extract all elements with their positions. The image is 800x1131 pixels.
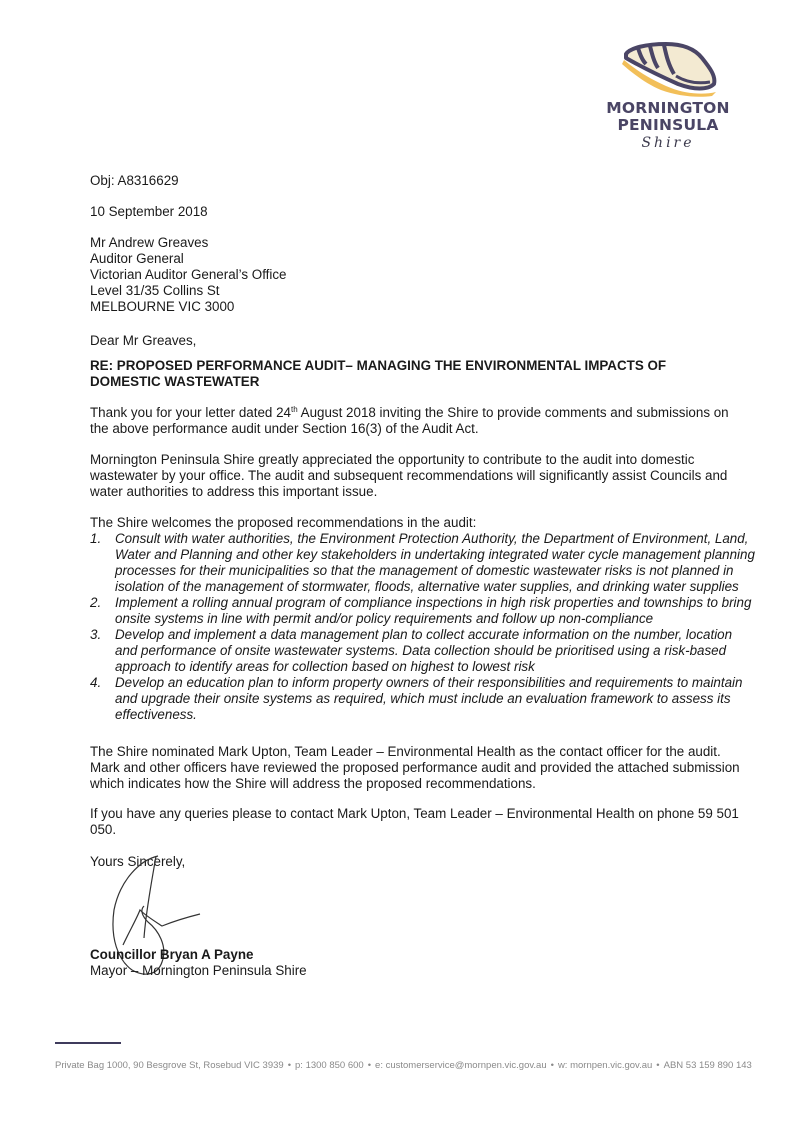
paragraph-queries: If you have any queries please to contact Mark Upton, Team Leader – Environmental Health on phone 59 501 050. <box>90 806 739 837</box>
shell-logo-icon <box>616 40 726 98</box>
paragraph-contact-officer: The Shire nominated Mark Upton, Team Leader – Environmental Health as the contact officer for the audit. Mark and other officers have reviewed the proposed performance audit and provided the attached submission which indicates how the Shire will address the proposed recommendations. <box>90 744 740 791</box>
footer-contact <box>55 1060 755 1072</box>
footer-separator: • <box>656 1060 660 1071</box>
footer-separator: • <box>287 1060 292 1071</box>
subject-line: RE: PROPOSED PERFORMANCE AUDIT– MANAGING THE ENVIRONMENTAL IMPACTS OF DOMESTIC WASTEWATER <box>90 358 667 389</box>
para1-text-a: Thank you for your letter dated 24 <box>90 405 291 420</box>
paragraph-thank-you <box>90 405 730 437</box>
recipient-title: Auditor General <box>90 251 184 266</box>
recipient-name: Mr Andrew Greaves <box>90 235 209 250</box>
footer-separator: • <box>550 1060 554 1071</box>
salutation: Dear Mr Greaves, <box>90 333 197 348</box>
recommendation-item <box>90 595 755 627</box>
footer-web: w: mornpen.vic.gov.au <box>557 1060 653 1071</box>
council-logo <box>588 40 748 151</box>
object-reference: Obj: A8316629 <box>90 173 179 188</box>
recommendation-number: 3. <box>90 627 102 642</box>
logo-text-peninsula: PENINSULA <box>617 116 719 134</box>
para1-superscript: th <box>290 405 298 414</box>
recommendation-number: 4. <box>90 675 102 690</box>
recommendation-text: Implement a rolling annual program of compliance inspections in high risk properties and townships to bring onsite systems in line with permit and/or policy requirements and follow up non-compliance <box>115 595 752 626</box>
recipient-city: MELBOURNE VIC 3000 <box>90 299 235 314</box>
recommendation-item <box>90 675 755 723</box>
footer-separator: • <box>367 1060 372 1071</box>
recommendation-text: Develop and implement a data management plan to collect accurate information on the number, location and performance of onsite wastewater systems. Data collection should be prioritised using a risk-based approach to identify areas for collection based on highest to lowest risk <box>115 627 733 674</box>
recipient-address <box>90 235 287 315</box>
footer-phone: p: 1300 850 600 <box>295 1060 364 1071</box>
logo-text-mornington: MORNINGTON <box>606 99 730 117</box>
recipient-street: Level 31/35 Collins St <box>90 283 220 298</box>
footer-divider <box>55 1042 121 1044</box>
footer-address: Private Bag 1000, 90 Besgrove St, Rosebud VIC 3939 <box>55 1060 284 1071</box>
closing: Yours Sincerely, <box>90 854 186 869</box>
letter-date: 10 September 2018 <box>90 204 208 219</box>
recommendation-text: Consult with water authorities, the Environment Protection Authority, the Department of Environment, Land, Water and Planning and other key stakeholders in undertaking integrated water cycle management planning processes for their municipalities so that the management of domestic wastewater risks is not planned in isolation of the management of stormwater, floods, alternative water supplies, and drinking water supplies <box>115 531 755 594</box>
signatory-name: Councillor Bryan A Payne <box>90 947 254 962</box>
logo-text-shire: Shire <box>641 135 695 151</box>
paragraph-appreciation: Mornington Peninsula Shire greatly appreciated the opportunity to contribute to the audit into domestic wastewater by your office. The audit and subsequent recommendations will significantly assist Councils and water authorities to address this important issue. <box>90 452 728 499</box>
para1-text-b: August 2018 inviting the Shire to provide comments and submissions on the above performance audit under Section 16(3) of the Audit Act. <box>90 405 729 436</box>
footer-email: e: customerservice@mornpen.vic.gov.au <box>375 1060 547 1071</box>
recipient-organisation: Victorian Auditor General’s Office <box>90 267 287 282</box>
recommendation-number: 2. <box>90 595 102 610</box>
recommendations-list <box>90 531 755 723</box>
signatory-title: Mayor – Mornington Peninsula Shire <box>90 963 307 978</box>
recommendation-item <box>90 531 755 595</box>
recommendation-text: Develop an education plan to inform property owners of their responsibilities and requirements to maintain and upgrade their onsite systems as required, which must include an evaluation framework to assess its effectiveness. <box>115 675 743 722</box>
recommendation-number: 1. <box>90 531 102 546</box>
recommendations-intro: The Shire welcomes the proposed recommendations in the audit: <box>90 515 477 530</box>
footer-abn: ABN 53 159 890 143 <box>663 1060 752 1071</box>
recommendation-item <box>90 627 755 675</box>
